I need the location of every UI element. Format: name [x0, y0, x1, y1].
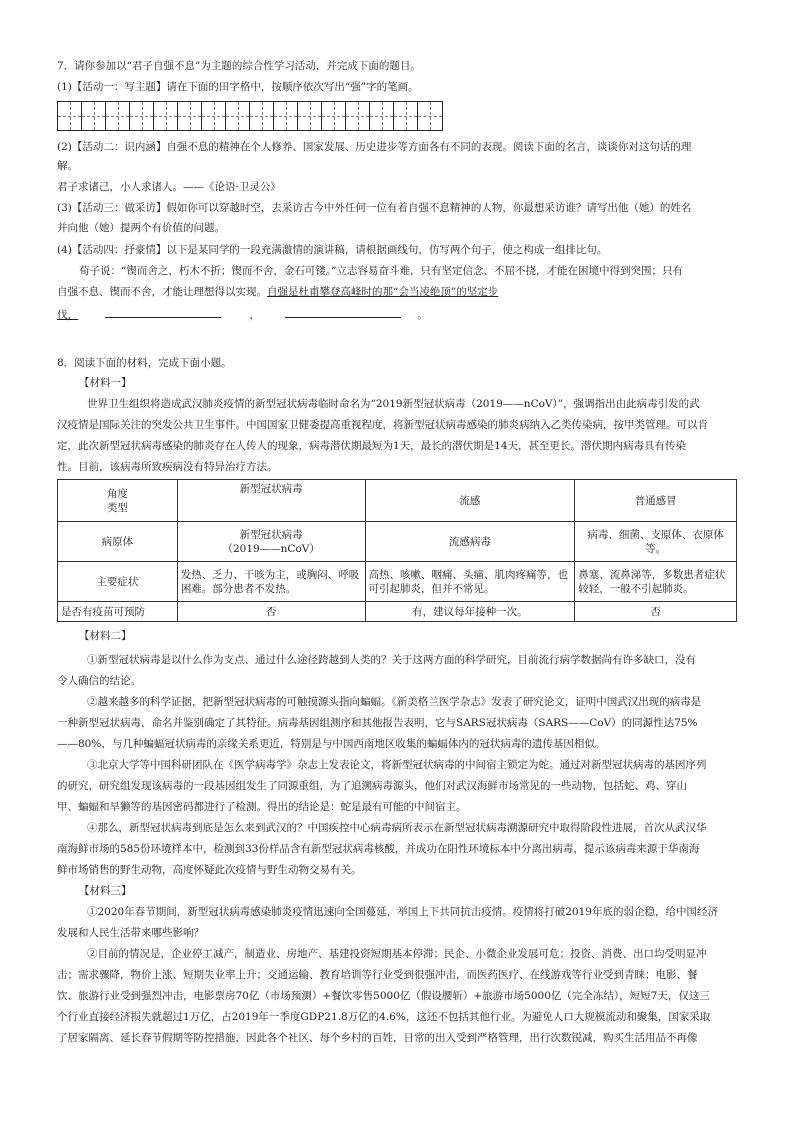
- row2-label: 主要症状: [58, 562, 178, 602]
- q7-quote: 君子求诸己，小人求诸人。——《论语·卫灵公》: [57, 181, 281, 193]
- tianzige-cell[interactable]: [370, 102, 394, 130]
- material1-label: 【材料一】: [79, 377, 132, 389]
- row3-cell1: 否: [177, 602, 365, 622]
- header-col1: 新型冠状病毒: [177, 480, 365, 522]
- q7-activity3-line1: (3)【活动三：做采访】假如你可以穿越时空，去采访古今中外任何一位有着自强不息精神的人物，你最想采访谁？请写出他（她）的姓名: [57, 202, 692, 214]
- m3-p2-line4: 个行业直接经济损失就超过1万亿，占2019年一季度GDP21.8万亿的4.6%，这还不包括其他行业。为避免人口大规模流动和聚集，国家采取: [57, 1011, 711, 1023]
- tianzige-cell[interactable]: [394, 102, 418, 130]
- table-row: [58, 522, 737, 562]
- row1-cell2: 流感病毒: [365, 522, 575, 562]
- tianzige-cell[interactable]: [226, 102, 250, 130]
- row2-cell3: 鼻塞、流鼻涕等，多数患者症状较轻，一般不引起肺炎。: [575, 562, 737, 602]
- tianzige-cell[interactable]: [130, 102, 154, 130]
- tianzige-cell[interactable]: [106, 102, 130, 130]
- m3-p2-line1: ②目前的情况是，企业停工减产，制造业、房地产、基建投资短期基本停滞；民企、小微企业发展可危；投资、消费、出口均受明显冲: [87, 948, 707, 960]
- m1-line3: 定，此次新型冠状病毒感染的肺炎存在人传人的现象，病毒潜伏期最短为1天，最长的潜伏期是14天，甚至更长。潜伏期内病毒具有传染: [57, 440, 687, 452]
- m2-p4-line2: 南海鲜市场的585份环境样本中，检测到33份样品含有新型冠状病毒核酸，并成功在阳性环境标本中分离出病毒，提示该病毒来源于华南海: [57, 843, 700, 855]
- speech-line3: [57, 306, 428, 322]
- q8-title: 8．阅读下面的材料，完成下面小题。: [57, 357, 232, 369]
- tianzige-cell[interactable]: [274, 102, 298, 130]
- header-col2: 流感: [365, 480, 575, 522]
- header-corner-bottom: 类型: [106, 501, 128, 514]
- tianzige-cell[interactable]: [418, 102, 442, 130]
- tianzige-cell[interactable]: [202, 102, 226, 130]
- row3-label: 是否有疫苗可预防: [58, 602, 178, 622]
- material3-label: 【材料三】: [79, 885, 132, 897]
- m2-p3-line2: 的研究，研究组发现该病毒的一段基因组发生了同源重组，为了追溯病毒源头，他们对武汉海鲜市场常见的一些动物，包括蛇、鸡、穿山: [57, 780, 687, 792]
- row2-cell2: 高热、咳嗽、咽痛、头痛、肌肉疼痛等，也可引起肺炎，但并不常见。: [365, 562, 575, 602]
- speech-underlined-sentence: 自强是杜甫攀登高峰时的那“会当凌绝顶”的坚定步: [267, 286, 499, 298]
- tianzige-cell[interactable]: [178, 102, 202, 130]
- m2-p1-line1: ①新型冠状病毒是以什么作为支点、通过什么途径跨越到人类的？关于这两方面的科学研究，目前流行病学数据尚有许多缺口，没有: [87, 654, 696, 666]
- m2-p2-line1: ②越来越多的科学证据，把新型冠状病毒的可触摸源头指向蝙蝠。《新美格兰医学杂志》发表了研究论文，证明中国武汉出现的病毒是: [87, 696, 702, 708]
- table-row: [58, 602, 737, 622]
- m2-p2-line2: 一种新型冠状病毒，命名并鉴别确定了其特征。病毒基因组测序和其他报告表明，它与SARS冠状病毒（SARS——CoV）的同源性达75%: [57, 717, 698, 729]
- row1-cell3: 病毒、细菌、支原体、衣原体等。: [575, 522, 737, 562]
- m1-line4: 性。目前，该病毒所致疾病没有特异治疗方法。: [57, 461, 278, 473]
- tianzige-cell[interactable]: [82, 102, 106, 130]
- m3-p2-line5: 了居家隔离、延长春节假期等防控措施，因此各个社区、每个乡村的百姓，日常的出入受到严格管理，出行次数锐减，购买生活用品不再像: [57, 1032, 698, 1044]
- m2-p2-line3: ——80%，与几种蝙蝠冠状病毒的亲缘关系更近，特别是与中国西南地区收集的蝙蝠体内的冠状病毒的遗传基因相似。: [57, 738, 606, 750]
- m2-p3-line3: 甲、蝙蝠和旱獭等的基因密码都进行了检测。得出的结论是：蛇是最有可能的中间宿主。: [57, 801, 467, 813]
- answer-blank-1[interactable]: [105, 306, 221, 318]
- m3-p2-line2: 击；需求骤降，物价上涨、短期失业率上升；交通运输、教育培训等行业受到很强冲击，而医药医疗、在线游戏等行业受到青睐；电影、餐: [57, 969, 698, 981]
- tianzige-grid[interactable]: [57, 101, 443, 131]
- speech-underlined-end: 伐，: [57, 309, 78, 321]
- m2-p4-line1: ④那么，新型冠状病毒到底是怎么来到武汉的？中国疾控中心病毒病所表示在新型冠状病毒溯源研究中取得阶段性进展，首次从武汉华: [87, 822, 707, 834]
- row1-cell1: [177, 522, 365, 562]
- answer-blank-2[interactable]: [285, 306, 401, 318]
- row1-cell1-line2: （2019——nCoV）: [222, 542, 320, 555]
- speech-line2: [57, 285, 498, 299]
- table-header-row: [58, 480, 737, 522]
- m1-line1: 世界卫生组织将造成武汉肺炎疫情的新型冠状病毒临时命名为“2019新型冠状病毒（2019——nCoV）”，强调指出由此病毒引发的武: [87, 398, 700, 410]
- header-col3: 普通感冒: [575, 480, 737, 522]
- tianzige-cell[interactable]: [250, 102, 274, 130]
- row1-label: 病原体: [58, 522, 178, 562]
- row2-cell1: 发热、乏力、干咳为主，或胸闷、呼吸困难。部分患者不发热。: [177, 562, 365, 602]
- tianzige-cell[interactable]: [298, 102, 322, 130]
- m3-p1-line1: ①2020年春节期间，新型冠状病毒感染肺炎疫情迅速向全国蔓延，举国上下共同抗击疫情。疫情将打破2019年底的弱企稳，给中国经济: [87, 906, 718, 918]
- m2-p1-line2: 令人确信的结论。: [57, 675, 141, 687]
- m3-p1-line2: 发展和人民生活带来哪些影响？: [57, 927, 204, 939]
- m2-p4-line3: 鲜市场销售的野生动物，高度怀疑此次疫情与野生动物交易有关。: [57, 864, 362, 876]
- q7-activity3-line2: 并向他（她）提两个有价值的问题。: [57, 222, 225, 234]
- tianzige-cell[interactable]: [322, 102, 346, 130]
- q7-title: 7．请你参加以“君子自强不息”为主题的综合性学习活动，并完成下面的题目。: [57, 60, 421, 72]
- q7-activity4: (4)【活动四：抒豪情】以下是某同学的一段充满激情的演讲稿，请根据画线句，仿写两个句子，使之构成一组排比句。: [57, 244, 608, 256]
- m1-line2: 汉疫情是国际关注的突发公共卫生事件。中国国家卫健委提高重视程度，将新型冠状病毒感染的肺炎病纳入乙类传染病，按甲类管理。可以肯: [57, 419, 708, 431]
- tianzige-cell[interactable]: [154, 102, 178, 130]
- header-corner-top: 角度: [106, 487, 128, 500]
- row1-cell1-line1: 新型冠状病毒: [239, 528, 303, 541]
- speech-line2-text: 自强不息、锲而不舍，才能让理想得以实现。: [57, 286, 267, 298]
- material2-label: 【材料二】: [79, 630, 132, 642]
- blank-end-period: 。: [417, 309, 428, 321]
- header-corner: [58, 480, 178, 522]
- m2-p3-line1: ③北京大学等中国科研团队在《医学病毒学》杂志上发表论文，将新型冠状病毒的中间宿主锁定为蛇。通过对新型冠状病毒的基因序列: [87, 759, 707, 771]
- table-row: [58, 562, 737, 602]
- speech-line1: 荀子说：“锲而舍之，朽木不折；锲而不舍，金石可镂。”立志容易奋斗难，只有坚定信念、不屈不挠，才能在困境中得到突围；只有: [79, 265, 683, 277]
- row3-cell3: 否: [575, 602, 737, 622]
- m3-p2-line3: 饮、旅游行业受到强烈冲击，电影票房70亿（市场预测）+餐饮零售5000亿（假设腰斩）+旅游市场5000亿（完全冻结），短短7天，仅这三: [57, 990, 710, 1002]
- q7-activity2-line1: (2)【活动二：识内涵】自强不息的精神在个人修养、国家发展、历史进步等方面各有不同的表现。阅读下面的名言，谈谈你对这句话的理: [57, 141, 692, 153]
- q7-activity1: (1)【活动一：写主题】请在下面的田字格中，按顺序依次写出“强”字的笔画。: [57, 81, 419, 93]
- q7-activity2-line2: 解。: [57, 160, 78, 172]
- comparison-table: [57, 479, 737, 622]
- tianzige-cell[interactable]: [58, 102, 82, 130]
- tianzige-cell[interactable]: [346, 102, 370, 130]
- row3-cell2: 有，建议每年接种一次。: [365, 602, 575, 622]
- blank-separator: ，: [249, 309, 260, 321]
